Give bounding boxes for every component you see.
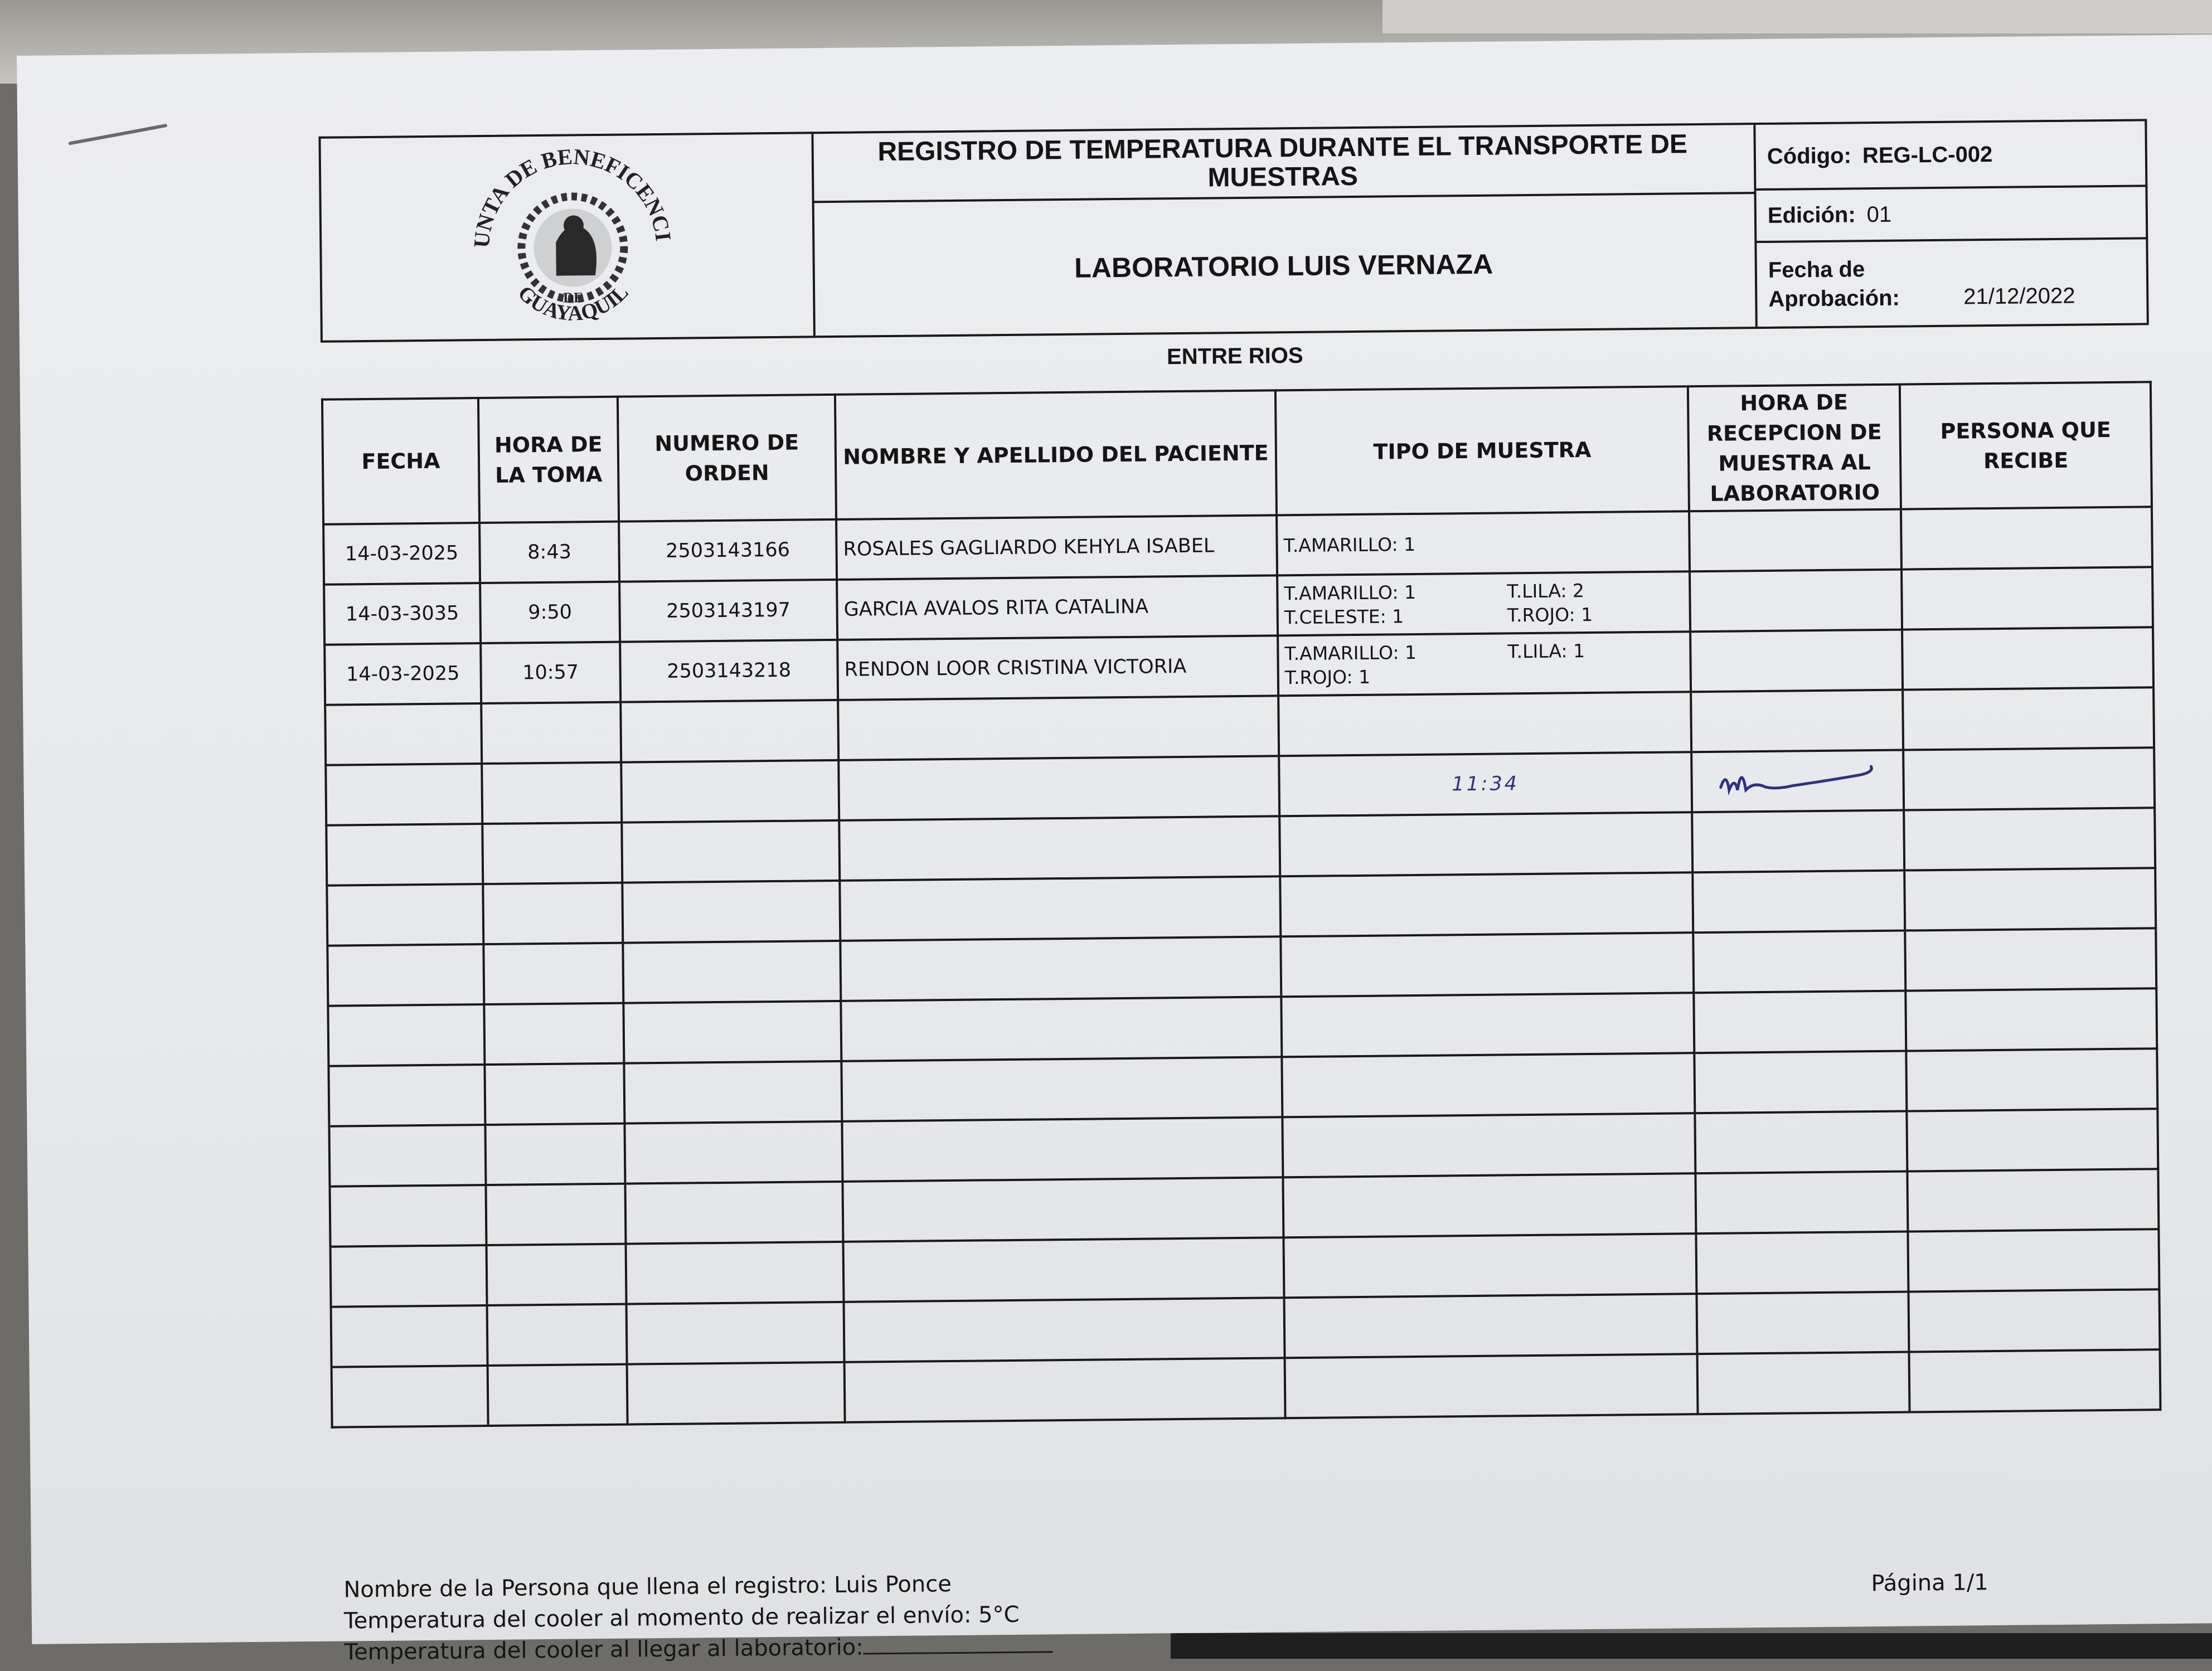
blank-line [864,1634,1053,1654]
tipo-item: T.AMARILLO: 1 [1284,581,1417,605]
cell-fecha: 14-03-3035 [324,583,481,645]
cell-orden: 2503143197 [619,580,837,642]
cell-recibe [1902,627,2153,689]
cell-tipo [1277,511,1690,575]
cell-orden: 2503143166 [619,519,837,582]
tipo-item: T.LILA: 2 [1507,580,1585,603]
samples-table [321,381,2162,1428]
col-persona-recibe: PERSONA QUE RECIBE [1900,382,2152,509]
cell-nombre: GARCIA AVALOS RITA CATALINA [837,575,1278,640]
cell-nombre: RENDON LOOR CRISTINA VICTORIA [837,635,1278,700]
tipo-item: T.CELESTE: 1 [1284,605,1404,629]
cell-recepcion [1690,570,1902,632]
cell-fecha: 14-03-2025 [323,523,480,585]
codigo-value: REG-LC-002 [1862,142,1993,168]
cell-hora: 8:43 [479,522,619,583]
codigo-row [1755,121,2147,191]
pen-mark [68,124,167,145]
signature-icon [1715,758,1883,804]
fecha-value: 21/12/2022 [1963,283,2075,309]
page-number: Página 1/1 [1871,1570,1988,1597]
seal-icon [321,134,813,340]
table-header-row [322,382,2152,524]
footer-temp-llegada: Temperatura del cooler al llegar al laboratorio: [344,1630,1053,1668]
cell-recibe [1901,507,2152,569]
paper-sheet [17,35,2212,1665]
col-numero-orden: NUMERO DE ORDEN [618,395,836,522]
form-header [318,119,2148,342]
col-hora-recepcion: HORA DE RECEPCION DE MUESTRA AL LABORATORIO [1688,385,1901,512]
edicion-row [1756,187,2148,243]
codigo-label: Código: [1767,143,1852,169]
svg-text:GUAYAQUIL: GUAYAQUIL [513,280,633,326]
tipo-item: T.LILA: 1 [1507,640,1585,663]
logo-cell [321,134,815,340]
cell-tipo [1277,571,1690,635]
footer-responsable: Nombre de la Persona que llena el registro: Luis Ponce [343,1571,952,1603]
desk-object [1382,0,2212,33]
cell-tipo [1278,632,1691,696]
tipo-item: T.AMARILLO: 1 [1283,533,1416,556]
cell-recepcion [1689,509,1901,572]
handwritten-time: 11:34 [1279,752,1692,816]
footer-temp-envio: Temperatura del cooler al momento de realizar el envío: 5°C [343,1601,1020,1634]
cell-recibe [1901,567,2153,629]
fecha-row [1757,239,2148,327]
tipo-item: T.AMARILLO: 1 [1284,641,1417,665]
cell-orden: 2503143218 [620,640,838,702]
signature-cell [1691,750,1904,813]
form-title: REGISTRO DE TEMPERATURA DURANTE EL TRANSPORTE DE MUESTRAS [811,125,1754,203]
cell-nombre: ROSALES GAGLIARDO KEHYLA ISABEL [836,515,1277,580]
cell-hora: 9:50 [480,582,620,643]
desk-edge [1171,1633,2212,1659]
cell-fecha: 14-03-2025 [324,643,481,705]
tipo-item: T.ROJO: 1 [1507,603,1593,626]
col-tipo-muestra: TIPO DE MUESTRA [1275,386,1689,515]
meta-cell [1755,121,2148,327]
cell-recepcion [1690,630,1903,692]
col-hora-toma: HORA DE LA TOMA [478,397,619,523]
title-cell [811,125,1757,336]
cell-hora: 10:57 [481,642,620,703]
col-fecha: FECHA [322,398,479,524]
tipo-item: T.ROJO: 1 [1284,666,1371,689]
svg-text:JUNTA DE BENEFICENCIA: JUNTA DE BENEFICENCIA [468,143,676,249]
form-footer [343,1567,1053,1668]
edicion-value: 01 [1866,202,1892,227]
fecha-label: Fecha de Aprobación: [1768,257,1900,312]
svg-text:DE: DE [563,289,584,306]
lab-name: LABORATORIO LUIS VERNAZA [1074,248,1493,284]
form [318,119,2147,1665]
col-nombre: NOMBRE Y APELLIDO DEL PACIENTE [835,390,1277,519]
subtitle: ENTRE RIOS [1166,343,1303,370]
edicion-label: Edición: [1767,202,1856,228]
